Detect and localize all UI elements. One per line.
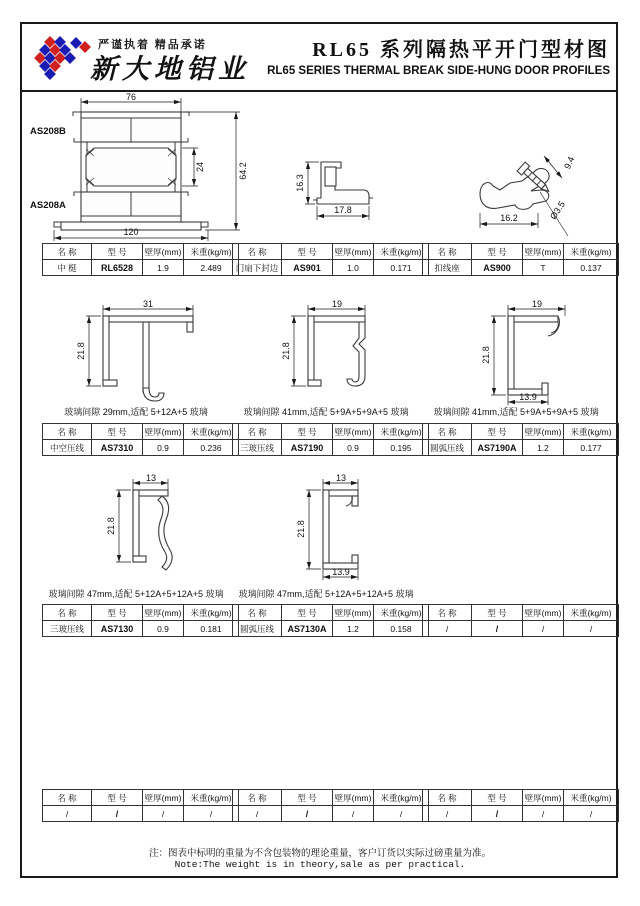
table-row <box>423 806 619 822</box>
profile-shape <box>133 490 172 570</box>
glass-note-as7130a: 玻璃间隙 47mm,适配 5+12A+5+12A+5 玻璃 <box>238 589 414 599</box>
spec-table-as7190a <box>422 423 619 456</box>
dimension-lines <box>281 299 365 386</box>
dim-left-label: 21.8 <box>481 346 491 364</box>
table-cell: / <box>523 806 564 822</box>
table-cell: RL6528 <box>92 260 143 276</box>
table-header-cell: 型 号 <box>92 605 143 621</box>
table-cell: / <box>472 621 523 637</box>
table-cell: T <box>523 260 564 276</box>
drawing-as7190 <box>253 300 393 405</box>
drawing-rl6528 <box>24 94 274 242</box>
table-header-row <box>43 424 239 440</box>
table-header-cell: 型 号 <box>282 790 333 806</box>
table-header-row <box>43 790 239 806</box>
table-header-cell: 壁厚(mm) <box>523 244 564 260</box>
table-header-cell: 名 称 <box>233 424 282 440</box>
dim-left-label: 16.3 <box>295 174 305 192</box>
dim-left-label: 21.8 <box>76 342 86 360</box>
table-cell: / <box>472 806 523 822</box>
table-header-row <box>233 790 429 806</box>
table-header-cell: 米重(kg/m) <box>564 790 619 806</box>
table-cell: 2.489 <box>184 260 239 276</box>
table-cell: / <box>423 621 472 637</box>
table-cell: AS7190A <box>472 440 523 456</box>
table-header-cell: 壁厚(mm) <box>333 790 374 806</box>
table-header-row <box>423 605 619 621</box>
dim-left-label: 21.8 <box>296 520 306 538</box>
table-header-cell: 米重(kg/m) <box>374 605 429 621</box>
spec-table-as901 <box>232 243 429 276</box>
table-header-cell: 型 号 <box>472 790 523 806</box>
spec-table-as7130a <box>232 604 429 637</box>
table-header-cell: 壁厚(mm) <box>523 790 564 806</box>
footer-note-cn: 注：图表中标明的重量为不含包装物的理论重量，客户订货以实际过磅重量为准。 <box>148 848 491 859</box>
table-cell: 扣线座 <box>423 260 472 276</box>
table-cell: 0.236 <box>184 440 239 456</box>
table-header-cell: 米重(kg/m) <box>564 605 619 621</box>
table-header-cell: 米重(kg/m) <box>184 605 239 621</box>
dim-left-label: 21.8 <box>281 342 291 360</box>
table-header-cell: 型 号 <box>92 790 143 806</box>
table-header-cell: 壁厚(mm) <box>333 424 374 440</box>
table-header-cell: 米重(kg/m) <box>564 424 619 440</box>
table-row <box>43 621 239 637</box>
dim-top-label: 19 <box>331 299 343 309</box>
drawing-as7310 <box>58 300 223 405</box>
table-row <box>233 806 429 822</box>
table-cell: AS7130A <box>282 621 333 637</box>
table-header-cell: 米重(kg/m) <box>564 244 619 260</box>
table-header-cell: 型 号 <box>472 244 523 260</box>
table-header-cell: 名 称 <box>43 790 92 806</box>
table-cell: 0.9 <box>333 440 374 456</box>
table-header-cell: 壁厚(mm) <box>143 424 184 440</box>
table-header-cell: 型 号 <box>282 605 333 621</box>
table-cell: 0.9 <box>143 621 184 637</box>
table-row <box>43 440 239 456</box>
table-header-row <box>43 605 239 621</box>
table-header-row <box>423 790 619 806</box>
profile-shape <box>103 316 193 401</box>
dim-bottom-label: 13.9 <box>332 567 350 577</box>
table-cell: / <box>423 806 472 822</box>
profile-shape <box>308 316 365 386</box>
table-header-cell: 名 称 <box>233 790 282 806</box>
table-header-cell: 名 称 <box>423 244 472 260</box>
table-cell: 1.2 <box>333 621 374 637</box>
table-cell: / <box>92 806 143 822</box>
table-header-row <box>233 605 429 621</box>
table-header-cell: 名 称 <box>233 605 282 621</box>
table-cell: / <box>374 806 429 822</box>
table-row <box>43 260 239 276</box>
table-header-cell: 型 号 <box>92 244 143 260</box>
table-cell: 门扇下封边 <box>233 260 282 276</box>
drawing-as7190a <box>438 300 598 406</box>
table-header-cell: 米重(kg/m) <box>184 244 239 260</box>
table-cell: AS7130 <box>92 621 143 637</box>
spec-table-empty-1 <box>422 604 619 637</box>
company-name: 新大地铝业 <box>90 54 250 84</box>
glass-note-as7130: 玻璃间隙 47mm,适配 5+12A+5+12A+5 玻璃 <box>48 589 224 599</box>
dim-top-label: 31 <box>142 299 154 309</box>
spec-table-as900 <box>422 243 619 276</box>
table-row <box>423 260 619 276</box>
table-cell: 圆弧压线 <box>233 621 282 637</box>
table-cell: / <box>333 806 374 822</box>
spec-table-empty-2 <box>42 789 239 822</box>
dim-bottom-label: 17.8 <box>334 205 352 215</box>
drawing-as7130a <box>253 474 403 586</box>
table-header-cell: 名 称 <box>43 605 92 621</box>
table-header-cell: 米重(kg/m) <box>374 424 429 440</box>
table-cell: / <box>523 621 564 637</box>
table-cell: 0.9 <box>143 440 184 456</box>
glass-note-as7190: 玻璃间隙 41mm,适配 5+9A+5+9A+5 玻璃 <box>243 407 409 417</box>
table-header-cell: 壁厚(mm) <box>143 244 184 260</box>
dim-top-label: 76 <box>125 92 137 102</box>
dim-top-label: 13 <box>335 473 347 483</box>
company-slogan: 严谨执着 精品承诺 <box>98 39 207 51</box>
page-title-en: RL65 SERIES THERMAL BREAK SIDE-HUNG DOOR PROFILES <box>267 65 610 77</box>
logo-diamonds <box>34 36 91 80</box>
dim-right-label: 9.4 <box>562 155 577 171</box>
table-cell: 三玻压线 <box>233 440 282 456</box>
table-row <box>233 260 429 276</box>
dim-dia-label: Ø3.5 <box>547 199 567 222</box>
table-cell: 0.195 <box>374 440 429 456</box>
table-header-cell: 名 称 <box>423 424 472 440</box>
table-cell: / <box>233 806 282 822</box>
table-header-cell: 壁厚(mm) <box>523 424 564 440</box>
profile-shape <box>54 112 208 230</box>
table-cell: 0.137 <box>564 260 619 276</box>
dim-bottom-label: 120 <box>123 227 139 237</box>
table-header-cell: 名 称 <box>423 790 472 806</box>
table-cell: 1.0 <box>333 260 374 276</box>
table-header-cell: 名 称 <box>43 424 92 440</box>
footer-note-en: Note:The weight is in theory,sale as per practical. <box>174 859 466 870</box>
table-cell: / <box>564 621 619 637</box>
page-title-cn: RL65 系列隔热平开门型材图 <box>312 39 610 61</box>
table-header-row <box>423 244 619 260</box>
table-row <box>423 621 619 637</box>
profile-shape <box>480 162 553 209</box>
spec-table-rl6528 <box>42 243 239 276</box>
drawing-as901 <box>283 152 403 237</box>
dim-top-label: 13 <box>145 473 157 483</box>
table-cell: / <box>184 806 239 822</box>
table-header-cell: 米重(kg/m) <box>184 424 239 440</box>
table-cell: 1.9 <box>143 260 184 276</box>
header-divider <box>20 90 618 92</box>
drawing-as900 <box>448 150 613 242</box>
table-cell: 0.181 <box>184 621 239 637</box>
table-header-cell: 名 称 <box>43 244 92 260</box>
drawing-as7130 <box>58 474 218 582</box>
table-header-cell: 型 号 <box>472 605 523 621</box>
table-cell: AS7190 <box>282 440 333 456</box>
dim-inner-label: 24 <box>195 161 205 173</box>
table-cell: AS900 <box>472 260 523 276</box>
table-header-cell: 壁厚(mm) <box>143 790 184 806</box>
table-row <box>43 806 239 822</box>
table-header-cell: 名 称 <box>423 605 472 621</box>
dim-bottom-label: 13.9 <box>519 392 537 402</box>
table-cell: 1.2 <box>523 440 564 456</box>
table-header-cell: 米重(kg/m) <box>374 244 429 260</box>
spec-table-as7190 <box>232 423 429 456</box>
table-row <box>423 440 619 456</box>
spec-table-as7310 <box>42 423 239 456</box>
dim-top-label: 19 <box>531 299 543 309</box>
dimension-lines <box>76 299 193 386</box>
table-cell: 0.171 <box>374 260 429 276</box>
table-header-row <box>233 424 429 440</box>
table-header-row <box>43 244 239 260</box>
table-header-cell: 米重(kg/m) <box>374 790 429 806</box>
table-cell: / <box>282 806 333 822</box>
table-header-cell: 型 号 <box>282 424 333 440</box>
table-row <box>233 440 429 456</box>
table-cell: 0.177 <box>564 440 619 456</box>
part-label-as208b: AS208B <box>30 126 66 137</box>
table-header-cell: 名 称 <box>233 244 282 260</box>
table-cell: 中空压线 <box>43 440 92 456</box>
dim-left-label: 21.8 <box>106 517 116 535</box>
dim-right-label: 64.2 <box>238 162 248 180</box>
table-header-cell: 壁厚(mm) <box>333 244 374 260</box>
spec-table-as7130 <box>42 604 239 637</box>
profile-shape <box>323 490 358 569</box>
table-cell: 中 梃 <box>43 260 92 276</box>
table-header-cell: 壁厚(mm) <box>333 605 374 621</box>
profile-shape <box>313 162 373 204</box>
table-header-cell: 型 号 <box>472 424 523 440</box>
spec-table-empty-3 <box>232 789 429 822</box>
table-cell: / <box>43 806 92 822</box>
table-header-cell: 壁厚(mm) <box>523 605 564 621</box>
table-header-row <box>233 244 429 260</box>
profile-shape <box>508 316 559 395</box>
table-header-cell: 型 号 <box>282 244 333 260</box>
table-cell: 圆弧压线 <box>423 440 472 456</box>
table-header-cell: 米重(kg/m) <box>184 790 239 806</box>
company-logo-icon <box>28 34 94 86</box>
dim-bottom-label: 16.2 <box>500 213 518 223</box>
table-row <box>233 621 429 637</box>
table-cell: AS7310 <box>92 440 143 456</box>
glass-note-as7190a: 玻璃间隙 41mm,适配 5+9A+5+9A+5 玻璃 <box>433 407 599 417</box>
table-header-row <box>423 424 619 440</box>
table-cell: / <box>143 806 184 822</box>
table-header-cell: 壁厚(mm) <box>143 605 184 621</box>
table-cell: / <box>564 806 619 822</box>
table-cell: AS901 <box>282 260 333 276</box>
glass-note-as7310: 玻璃间隙 29mm,适配 5+12A+5 玻璃 <box>64 407 208 417</box>
part-label-as208a: AS208A <box>30 200 66 211</box>
table-cell: 三玻压线 <box>43 621 92 637</box>
spec-table-empty-4 <box>422 789 619 822</box>
table-cell: 0.158 <box>374 621 429 637</box>
table-header-cell: 型 号 <box>92 424 143 440</box>
